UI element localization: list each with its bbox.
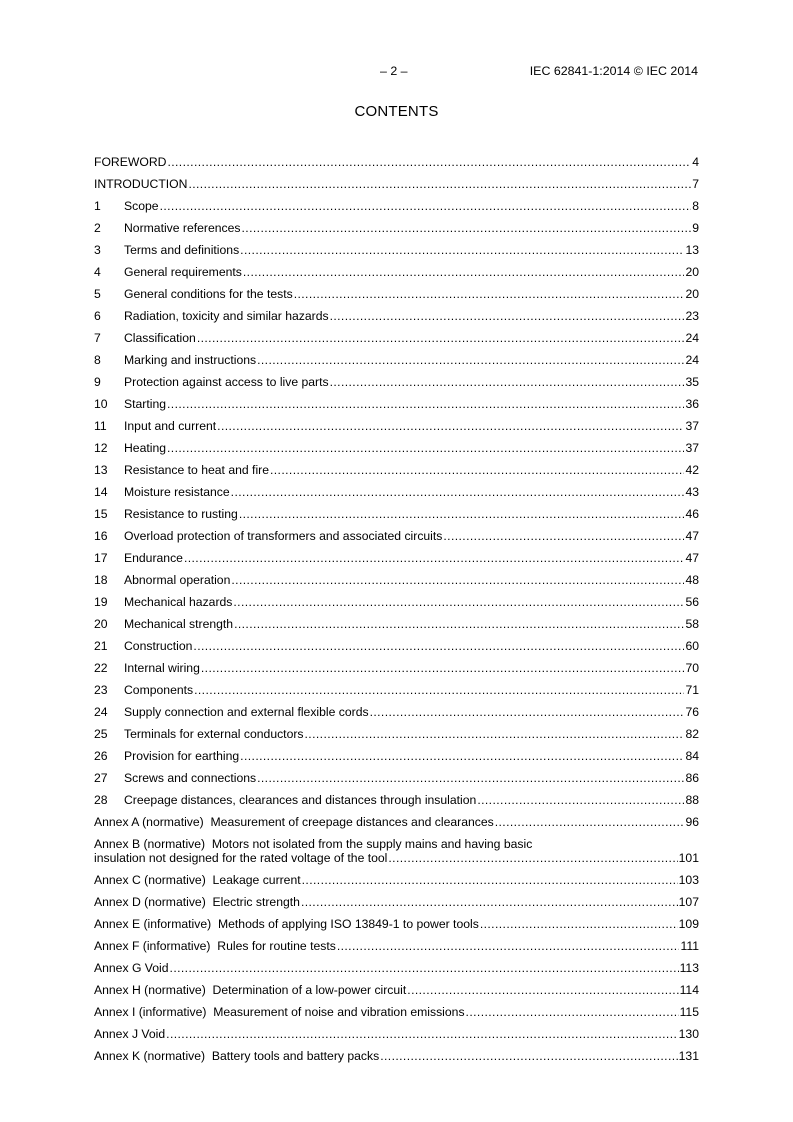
clause-number: 15	[94, 507, 108, 521]
clause-number: 28	[94, 793, 108, 807]
toc-entry[interactable]	[94, 675, 699, 697]
dot-leader	[388, 851, 677, 865]
clause-number: 3	[94, 243, 101, 257]
page-ref: 4	[692, 155, 699, 169]
toc-entry[interactable]	[94, 433, 699, 455]
toc-annex-entry[interactable]	[94, 887, 699, 909]
clause-number: 16	[94, 529, 108, 543]
page-ref: 130	[678, 1027, 699, 1041]
clause-number: 1	[94, 199, 101, 213]
toc-entry[interactable]	[94, 279, 699, 301]
toc-annex-entry[interactable]	[94, 975, 699, 997]
clause-number: 12	[94, 441, 108, 455]
dot-leader	[231, 485, 685, 499]
page-ref: 71	[685, 683, 699, 697]
page-ref: 9	[692, 221, 699, 235]
toc-entry[interactable]	[94, 587, 699, 609]
dot-leader	[197, 331, 685, 345]
annex-label	[94, 917, 479, 931]
page-ref: 115	[679, 1005, 699, 1019]
entry-title: Starting	[124, 397, 167, 411]
page-ref: 103	[678, 873, 699, 887]
toc-entry[interactable]	[94, 763, 699, 785]
toc-annex-entry[interactable]	[94, 807, 699, 829]
dot-leader	[233, 595, 684, 609]
page-ref: 13	[685, 243, 699, 257]
dot-leader	[231, 573, 684, 587]
entry-title: Scope	[124, 199, 159, 213]
page-ref: 8	[692, 199, 699, 213]
annex-label	[94, 873, 301, 887]
annex-title: Measurement of creepage distances and clearances	[210, 815, 494, 829]
dot-leader	[305, 727, 685, 741]
toc-entry[interactable]	[94, 565, 699, 587]
page-ref: 58	[685, 617, 699, 631]
entry-title: Classification	[124, 331, 196, 345]
toc-entry[interactable]	[94, 455, 699, 477]
entry-title: Endurance	[124, 551, 183, 565]
dot-leader	[330, 375, 685, 389]
clause-number: 2	[94, 221, 101, 235]
annex-prefix: Annex C (normative)	[94, 873, 206, 887]
clause-number: 18	[94, 573, 108, 587]
page-ref: 37	[685, 441, 699, 455]
entry-title: Marking and instructions	[124, 353, 257, 367]
page-ref: 24	[685, 331, 699, 345]
annex-label	[94, 983, 406, 997]
annex-title: Motors not isolated from the supply mains and having basic	[211, 837, 533, 851]
page-ref: 37	[685, 419, 699, 433]
page-ref: 131	[678, 1049, 699, 1063]
dot-leader	[240, 749, 684, 763]
page-ref: 101	[678, 851, 699, 865]
page-ref: 96	[685, 815, 699, 829]
page-ref: 20	[685, 265, 699, 279]
toc-annex-entry[interactable]	[94, 931, 699, 953]
annex-prefix: Annex A (normative)	[94, 815, 204, 829]
clause-number: 22	[94, 661, 108, 675]
annex-line-1	[94, 837, 699, 851]
annex-label	[94, 939, 336, 953]
page-ref: 7	[692, 177, 699, 191]
entry-title: General requirements	[124, 265, 242, 279]
entry-title: Creepage distances, clearances and distances through insulation	[124, 793, 477, 807]
page-ref: 111	[680, 939, 699, 953]
entry-title: Normative references	[124, 221, 241, 235]
entry-title: INTRODUCTION	[94, 177, 188, 191]
annex-label	[94, 1027, 165, 1041]
toc-entry[interactable]	[94, 477, 699, 499]
dot-leader	[170, 961, 679, 975]
clause-number: 10	[94, 397, 108, 411]
dot-leader	[257, 771, 684, 785]
dot-leader	[188, 177, 691, 191]
entry-title: Supply connection and external flexible cords	[124, 705, 369, 719]
annex-title-continued: insulation not designed for the rated voltage of the tool	[94, 851, 388, 865]
annex-title: Electric strength	[212, 895, 300, 909]
dot-leader	[217, 419, 684, 433]
clause-number: 21	[94, 639, 108, 653]
dot-leader	[194, 683, 684, 697]
clause-number: 27	[94, 771, 108, 785]
annex-title: Battery tools and battery packs	[211, 1049, 380, 1063]
entry-title: Input and current	[124, 419, 217, 433]
page-ref: 47	[685, 529, 699, 543]
clause-number: 6	[94, 309, 101, 323]
entry-title: Internal wiring	[124, 661, 200, 675]
dot-leader	[193, 639, 684, 653]
annex-title: Leakage current	[212, 873, 301, 887]
dot-leader	[240, 243, 684, 257]
annex-prefix: Annex J Void	[94, 1027, 166, 1041]
annex-title: Measurement of noise and vibration emissions	[213, 1005, 465, 1019]
dot-leader	[270, 463, 684, 477]
entry-title: General conditions for the tests	[124, 287, 293, 301]
table-of-contents	[94, 147, 699, 1063]
page-number: – 2 –	[380, 64, 408, 78]
annex-prefix: Annex D (normative)	[94, 895, 206, 909]
entry-title: Mechanical hazards	[124, 595, 233, 609]
dot-leader	[443, 529, 684, 543]
annex-label	[94, 1049, 379, 1063]
dot-leader	[234, 617, 684, 631]
dot-leader	[477, 793, 684, 807]
dot-leader	[301, 895, 678, 909]
toc-entry[interactable]	[94, 785, 699, 807]
entry-title: Overload protection of transformers and associated circuits	[124, 529, 443, 543]
dot-leader	[330, 309, 685, 323]
entry-title: Resistance to rusting	[124, 507, 238, 521]
entry-title: Protection against access to live parts	[124, 375, 329, 389]
toc-entry[interactable]	[94, 367, 699, 389]
annex-title: Methods of applying ISO 13849-1 to power tools	[217, 917, 479, 931]
dot-leader	[239, 507, 685, 521]
clause-number: 11	[94, 419, 107, 433]
page-ref: 109	[678, 917, 699, 931]
clause-number: 19	[94, 595, 108, 609]
annex-prefix: Annex I (informative)	[94, 1005, 207, 1019]
toc-entry[interactable]	[94, 521, 699, 543]
page-ref: 86	[685, 771, 699, 785]
clause-number: 20	[94, 617, 108, 631]
annex-prefix: Annex E (informative)	[94, 917, 212, 931]
page-ref: 113	[679, 961, 699, 975]
annex-prefix: Annex K (normative)	[94, 1049, 206, 1063]
toc-entry[interactable]	[94, 653, 699, 675]
clause-number: 26	[94, 749, 108, 763]
page-ref: 20	[685, 287, 699, 301]
dot-leader	[167, 397, 684, 411]
dot-leader	[294, 287, 685, 301]
toc-annex-entry[interactable]	[94, 1041, 699, 1063]
dot-leader	[242, 221, 692, 235]
toc-entry[interactable]	[94, 213, 699, 235]
page-ref: 60	[685, 639, 699, 653]
entry-title: Radiation, toxicity and similar hazards	[124, 309, 329, 323]
entry-title: Heating	[124, 441, 167, 455]
entry-title: Construction	[124, 639, 193, 653]
page-ref: 23	[685, 309, 699, 323]
toc-entry[interactable]	[94, 191, 699, 213]
annex-label	[94, 815, 494, 829]
page-ref: 43	[685, 485, 699, 499]
dot-leader	[201, 661, 685, 675]
entry-title: Components	[124, 683, 194, 697]
entry-title: Mechanical strength	[124, 617, 234, 631]
toc-annex-entry[interactable]	[94, 997, 699, 1019]
toc-entry[interactable]	[94, 543, 699, 565]
toc-entry[interactable]	[94, 719, 699, 741]
toc-entry[interactable]	[94, 345, 699, 367]
page-ref: 48	[685, 573, 699, 587]
dot-leader	[495, 815, 685, 829]
clause-number: 5	[94, 287, 101, 301]
toc-entry[interactable]	[94, 631, 699, 653]
page-ref: 114	[679, 983, 699, 997]
dot-leader	[160, 199, 692, 213]
clause-number: 8	[94, 353, 101, 367]
entry-title: Provision for earthing	[124, 749, 240, 763]
toc-annex-entry[interactable]	[94, 1019, 699, 1041]
entry-title: Resistance to heat and fire	[124, 463, 269, 477]
dot-leader	[167, 155, 691, 169]
clause-number: 25	[94, 727, 108, 741]
entry-title: Terms and definitions	[124, 243, 240, 257]
entry-title: Terminals for external conductors	[124, 727, 304, 741]
toc-entry[interactable]	[94, 169, 699, 191]
dot-leader	[337, 939, 680, 953]
dot-leader	[466, 1005, 679, 1019]
toc-entry[interactable]	[94, 301, 699, 323]
dot-leader	[184, 551, 684, 565]
standard-reference: IEC 62841-1:2014 © IEC 2014	[529, 64, 698, 78]
annex-line-2	[94, 851, 699, 865]
page-ref: 88	[685, 793, 699, 807]
page-ref: 42	[685, 463, 699, 477]
toc-entry[interactable]	[94, 147, 699, 169]
page-ref: 47	[685, 551, 699, 565]
toc-entry[interactable]	[94, 499, 699, 521]
clause-number: 13	[94, 463, 108, 477]
dot-leader	[380, 1049, 677, 1063]
toc-entry[interactable]	[94, 411, 699, 433]
clause-number: 23	[94, 683, 108, 697]
dot-leader	[167, 441, 684, 455]
dot-leader	[166, 1027, 678, 1041]
annex-prefix: Annex H (normative)	[94, 983, 206, 997]
page-ref: 35	[685, 375, 699, 389]
entry-title: Abnormal operation	[124, 573, 231, 587]
annex-prefix: Annex F (informative)	[94, 939, 211, 953]
page-ref: 107	[678, 895, 699, 909]
page-ref: 82	[685, 727, 699, 741]
toc-entry[interactable]	[94, 389, 699, 411]
page-ref: 24	[685, 353, 699, 367]
entry-title: Moisture resistance	[124, 485, 230, 499]
entry-title: FOREWORD	[94, 155, 167, 169]
page-ref: 56	[685, 595, 699, 609]
toc-entry[interactable]	[94, 235, 699, 257]
annex-title: Rules for routine tests	[217, 939, 336, 953]
annex-title: Determination of a low-power circuit	[212, 983, 407, 997]
page-ref: 70	[685, 661, 699, 675]
entry-title: Screws and connections	[124, 771, 257, 785]
clause-number: 4	[94, 265, 101, 279]
toc-entry[interactable]	[94, 609, 699, 631]
dot-leader	[407, 983, 678, 997]
toc-entry[interactable]	[94, 323, 699, 345]
clause-number: 17	[94, 551, 108, 565]
annex-label	[94, 895, 300, 909]
page-ref: 84	[685, 749, 699, 763]
dot-leader	[257, 353, 684, 367]
dot-leader	[302, 873, 678, 887]
page-ref: 76	[685, 705, 699, 719]
toc-annex-entry[interactable]	[94, 909, 699, 931]
clause-number: 24	[94, 705, 108, 719]
clause-number: 14	[94, 485, 108, 499]
page-ref: 36	[685, 397, 699, 411]
page-ref: 46	[685, 507, 699, 521]
toc-entry[interactable]	[94, 697, 699, 719]
clause-number: 7	[94, 331, 101, 345]
toc-annex-entry[interactable]	[94, 953, 699, 975]
dot-leader	[480, 917, 678, 931]
annex-prefix: Annex B (normative)	[94, 837, 206, 851]
dot-leader	[370, 705, 685, 719]
annex-label	[94, 961, 169, 975]
toc-entry[interactable]	[94, 741, 699, 763]
toc-annex-entry[interactable]	[94, 829, 699, 865]
page-header	[0, 64, 793, 82]
toc-annex-entry[interactable]	[94, 865, 699, 887]
clause-number: 9	[94, 375, 101, 389]
dot-leader	[243, 265, 685, 279]
annex-label	[94, 1005, 465, 1019]
toc-entry[interactable]	[94, 257, 699, 279]
contents-title: CONTENTS	[354, 103, 439, 120]
annex-prefix: Annex G Void	[94, 961, 169, 975]
